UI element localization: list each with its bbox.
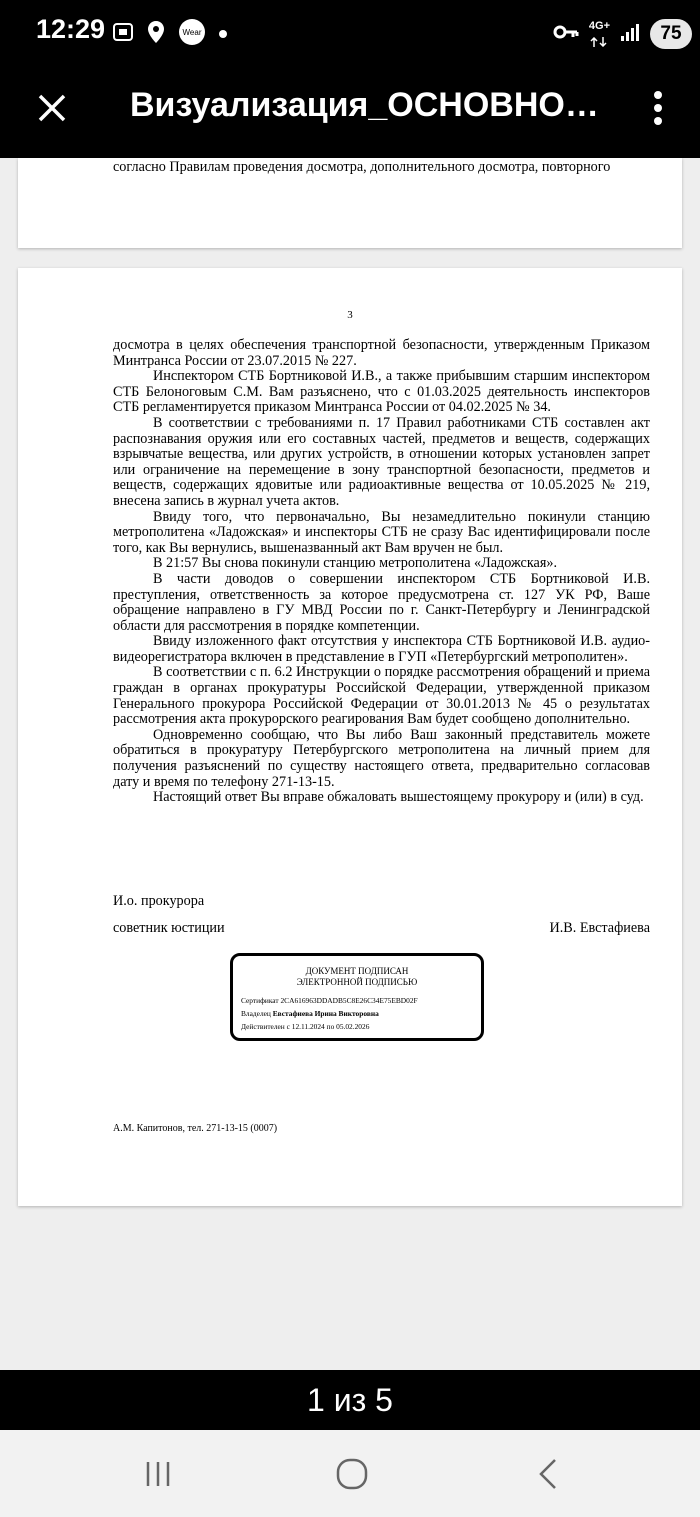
page-number: 3 (347, 309, 353, 321)
stamp-heading-line: ДОКУМЕНТ ПОДПИСАН (305, 966, 409, 976)
stamp-label: с (286, 1022, 290, 1031)
document-title: Визуализация_ОСНОВНО… (130, 86, 599, 124)
stamp-heading-line: ЭЛЕКТРОННОЙ ПОДПИСЬЮ (296, 977, 418, 987)
document-page-prev (18, 158, 682, 248)
paragraph: Ввиду того, что первоначально, Вы незамедлительно покинули станцию метрополитена «Ладожская» и инспекторы СТБ не сразу Вас идентифицировали после того, как Вы вернулись, вышеназванный акт Вам вручен не был. (113, 508, 650, 556)
system-nav-bar (0, 1430, 700, 1517)
more-options-button[interactable] (636, 80, 680, 136)
stamp-value: 12.11.2024 (291, 1022, 325, 1031)
document-body (113, 338, 650, 806)
stamp-label: Владелец (241, 1009, 271, 1018)
stamp-value: Евстафиева Ирина Викторовна (272, 1009, 379, 1018)
paragraph: Ввиду изложенного факт отсутствия у инспектора СТБ Бортниковой И.В. аудио-видеорегистратора включен в представление в ГУП «Петербургский метрополитен». (113, 633, 650, 665)
network-indicator (589, 16, 610, 52)
paragraph: Настоящий ответ Вы вправе обжаловать вышестоящему прокурору и (или) в суд. (153, 789, 644, 806)
back-icon (535, 1457, 561, 1491)
system-status (553, 16, 692, 52)
paragraph: В части доводов о совершении инспектором СТБ Бортниковой И.В. преступления, ответственность за которое предусмотрена ст. 127 УК РФ, Ваше обращение направлено в ГУ МВД России по г. Санкт-Петербургу и Ленинградской области для рассмотрения в порядке компетенции. (113, 570, 650, 634)
data-arrows-icon (589, 37, 609, 47)
more-vert-icon (653, 90, 663, 126)
page-indicator: 1 из 5 (307, 1381, 393, 1418)
stamp-value: 05.02.2026 (336, 1022, 370, 1031)
page-text-line: согласно Правилам проведения досмотра, дополнительного досмотра, повторного (113, 159, 611, 175)
paragraph: В 21:57 Вы снова покинули станцию метрополитена «Ладожская». (153, 555, 557, 572)
vpn-key-icon (553, 23, 579, 46)
home-button[interactable] (322, 1452, 382, 1496)
stamp-label: Действителен (241, 1022, 285, 1031)
network-type: 4G+ (588, 20, 610, 32)
stamp-heading (233, 966, 481, 988)
stamp-owner (241, 1009, 379, 1018)
paragraph: В соответствии с требованиями п. 17 Правил работниками СТБ составлен акт распознавания оружия или его составных частей, предметов и веществ, содержащих взрывчатые вещества, или других устройств, в отношении которых установлен запрет или ограничение на перемещение в зону транспортной безопасности, предметов и веществ, содержащих ядовитые или радиоактивные вещества от 10.05.2025 № 219, внесена запись в журнал учета актов. (113, 414, 650, 509)
stamp-value: 2CA616963DDADB5C8E26C34E75EBD02F (280, 996, 418, 1005)
paragraph: досмотра в целях обеспечения транспортной безопасности, утвержденным Приказом Минтранса России от 23.07.2015 № 227. (113, 337, 650, 369)
paragraph: Одновременно сообщаю, что Вы либо Ваш законный представитель можете обратиться в прокуратуру Петербургского метрополитена на личный прием для получения разъяснений по существу настоящего ответа, предварительно согласовав дату и время по телефону 271-13-15. (113, 726, 650, 790)
signer-rank: советник юстиции (113, 920, 225, 936)
status-time: 12:29 (36, 14, 106, 44)
dot-icon (218, 26, 228, 44)
signal-icon (620, 22, 640, 47)
location-icon (146, 20, 166, 49)
recents-button[interactable] (128, 1452, 188, 1496)
stamp-validity (241, 1022, 369, 1031)
close-button[interactable] (24, 80, 80, 136)
status-bar (0, 0, 700, 62)
signer-name: И.В. Евстафиева (549, 920, 650, 936)
recents-icon (143, 1459, 173, 1489)
app-bar (0, 62, 700, 158)
document-page (18, 268, 682, 1206)
paragraph: В соответствии с п. 6.2 Инструкции о порядке рассмотрения обращений и приема граждан в органах прокуратуры Российской Федерации, утвержденной приказом Генерального прокурора Российской Федерации от 30.01.2013 № 45 о результатах рассмотрения акта прокурорского реагирования Вам будет сообщено дополнительно. (113, 664, 650, 728)
stamp-label: Сертификат (241, 996, 279, 1005)
paragraph: Инспектором СТБ Бортниковой И.В., а также прибывшим старшим инспектором СТБ Белоноговым С.М. Вам разъяснено, что с 01.03.2025 деятельность инспекторов СТБ регламентируется приказом Минтранса России от 04.02.2025 № 34. (113, 368, 650, 416)
signer-role: И.о. прокурора (113, 893, 205, 909)
close-icon (37, 93, 67, 123)
wear-icon (178, 18, 206, 51)
page-indicator-bar (0, 1370, 700, 1430)
home-icon (335, 1457, 369, 1491)
battery-indicator: 75 (650, 19, 692, 49)
electronic-signature-stamp (230, 953, 484, 1041)
back-button[interactable] (518, 1452, 578, 1496)
executor-line: А.М. Капитонов, тел. 271-13-15 (0007) (113, 1123, 278, 1134)
screenshot-icon (112, 21, 134, 48)
stamp-label: по (326, 1022, 335, 1031)
notification-icons (112, 18, 228, 51)
stamp-certificate (241, 996, 418, 1005)
svg-text:Wear: Wear (182, 28, 202, 37)
